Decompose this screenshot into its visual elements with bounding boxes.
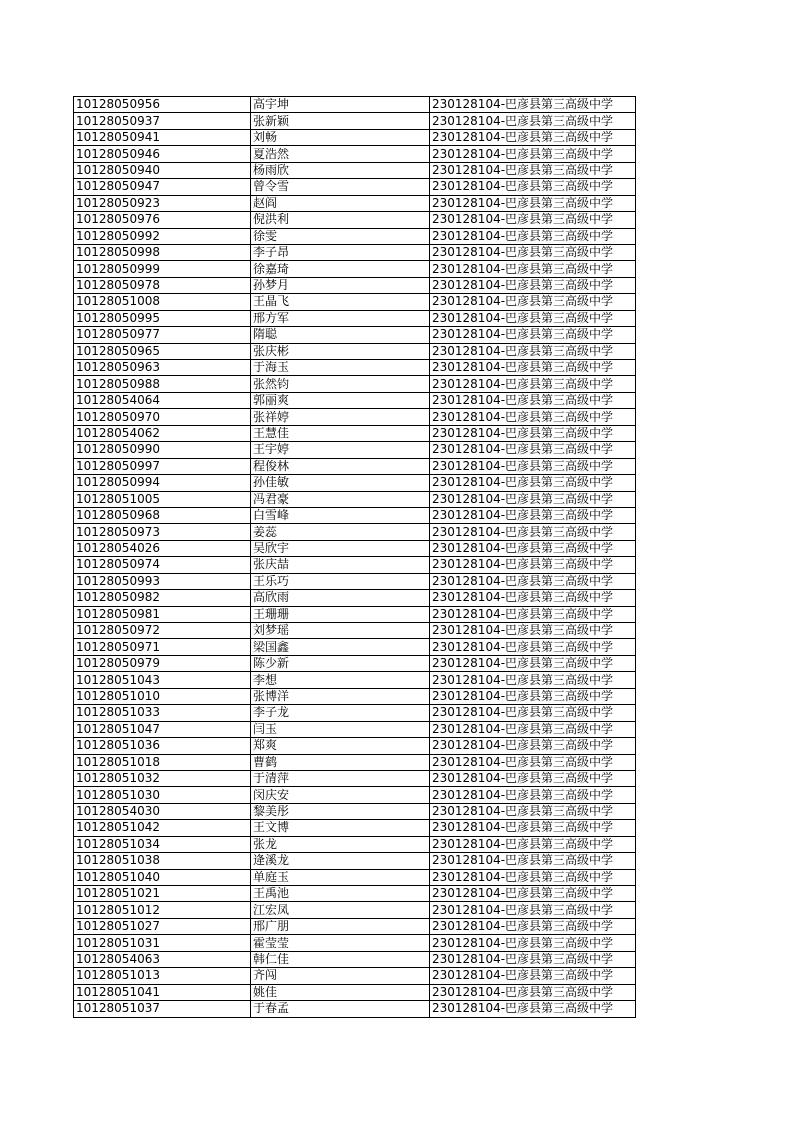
- table-row: [74, 639, 636, 655]
- table-row: [74, 787, 636, 803]
- table-row: [74, 721, 636, 737]
- student-name-cell: 徐嘉琦: [251, 261, 430, 277]
- table-row: [74, 507, 636, 523]
- school-cell: 230128104-巴彦县第三高级中学: [430, 573, 636, 589]
- student-name-cell: 白雪峰: [251, 507, 430, 523]
- table-row: [74, 409, 636, 425]
- table-row: [74, 327, 636, 343]
- table-row: [74, 392, 636, 408]
- exam-id-cell: 10128051013: [74, 968, 251, 984]
- student-name-cell: 韩仁佳: [251, 951, 430, 967]
- table-row: [74, 491, 636, 507]
- school-cell: 230128104-巴彦县第三高级中学: [430, 129, 636, 145]
- school-cell: 230128104-巴彦县第三高级中学: [430, 376, 636, 392]
- table-row: [74, 984, 636, 1000]
- school-cell: 230128104-巴彦县第三高级中学: [430, 820, 636, 836]
- exam-id-cell: 10128050993: [74, 573, 251, 589]
- student-name-cell: 李子龙: [251, 705, 430, 721]
- table-row: [74, 524, 636, 540]
- student-name-cell: 高欣雨: [251, 590, 430, 606]
- table-row: [74, 228, 636, 244]
- table-row: [74, 162, 636, 178]
- school-cell: 230128104-巴彦县第三高级中学: [430, 442, 636, 458]
- school-cell: 230128104-巴彦县第三高级中学: [430, 754, 636, 770]
- student-name-cell: 齐闯: [251, 968, 430, 984]
- table-row: [74, 803, 636, 819]
- exam-id-cell: 10128051043: [74, 672, 251, 688]
- table-row: [74, 968, 636, 984]
- student-name-cell: 江宏凤: [251, 902, 430, 918]
- exam-id-cell: 10128051027: [74, 918, 251, 934]
- exam-id-cell: 10128051012: [74, 902, 251, 918]
- table-row: [74, 623, 636, 639]
- student-name-cell: 曾令雪: [251, 179, 430, 195]
- exam-id-cell: 10128051038: [74, 853, 251, 869]
- school-cell: 230128104-巴彦县第三高级中学: [430, 409, 636, 425]
- school-cell: 230128104-巴彦县第三高级中学: [430, 853, 636, 869]
- student-name-cell: 于春孟: [251, 1001, 430, 1017]
- student-name-cell: 王珊珊: [251, 606, 430, 622]
- exam-id-cell: 10128050947: [74, 179, 251, 195]
- student-name-cell: 单庭玉: [251, 869, 430, 885]
- student-name-cell: 刘梦瑶: [251, 623, 430, 639]
- exam-id-cell: 10128050995: [74, 310, 251, 326]
- exam-id-cell: 10128050972: [74, 623, 251, 639]
- exam-id-cell: 10128050992: [74, 228, 251, 244]
- school-cell: 230128104-巴彦县第三高级中学: [430, 179, 636, 195]
- school-cell: 230128104-巴彦县第三高级中学: [430, 557, 636, 573]
- table-row: [74, 425, 636, 441]
- table-row: [74, 113, 636, 129]
- school-cell: 230128104-巴彦县第三高级中学: [430, 803, 636, 819]
- table-row: [74, 540, 636, 556]
- exam-id-cell: 10128054063: [74, 951, 251, 967]
- student-name-cell: 程俊林: [251, 458, 430, 474]
- school-cell: 230128104-巴彦县第三高级中学: [430, 327, 636, 343]
- exam-id-cell: 10128050977: [74, 327, 251, 343]
- school-cell: 230128104-巴彦县第三高级中学: [430, 524, 636, 540]
- table-row: [74, 261, 636, 277]
- school-cell: 230128104-巴彦县第三高级中学: [430, 639, 636, 655]
- exam-id-cell: 10128051031: [74, 935, 251, 951]
- exam-id-cell: 10128051032: [74, 770, 251, 786]
- exam-id-cell: 10128051033: [74, 705, 251, 721]
- student-name-cell: 闫玉: [251, 721, 430, 737]
- exam-id-cell: 10128050937: [74, 113, 251, 129]
- table-row: [74, 853, 636, 869]
- school-cell: 230128104-巴彦县第三高级中学: [430, 623, 636, 639]
- school-cell: 230128104-巴彦县第三高级中学: [430, 507, 636, 523]
- table-row: [74, 935, 636, 951]
- exam-id-cell: 10128051041: [74, 984, 251, 1000]
- student-name-cell: 孙梦月: [251, 277, 430, 293]
- exam-id-cell: 10128050981: [74, 606, 251, 622]
- table-row: [74, 918, 636, 934]
- table-row: [74, 376, 636, 392]
- student-name-cell: 张新颖: [251, 113, 430, 129]
- exam-id-cell: 10128050982: [74, 590, 251, 606]
- exam-id-cell: 10128050923: [74, 195, 251, 211]
- school-cell: 230128104-巴彦县第三高级中学: [430, 195, 636, 211]
- table-row: [74, 146, 636, 162]
- exam-id-cell: 10128051018: [74, 754, 251, 770]
- school-cell: 230128104-巴彦县第三高级中学: [430, 918, 636, 934]
- roster-table-body: [74, 97, 636, 1018]
- table-row: [74, 606, 636, 622]
- table-row: [74, 129, 636, 145]
- exam-id-cell: 10128050974: [74, 557, 251, 573]
- school-cell: 230128104-巴彦县第三高级中学: [430, 540, 636, 556]
- exam-id-cell: 10128050988: [74, 376, 251, 392]
- school-cell: 230128104-巴彦县第三高级中学: [430, 97, 636, 113]
- school-cell: 230128104-巴彦县第三高级中学: [430, 869, 636, 885]
- exam-id-cell: 10128051040: [74, 869, 251, 885]
- table-row: [74, 244, 636, 260]
- student-name-cell: 王禹池: [251, 886, 430, 902]
- student-name-cell: 王文博: [251, 820, 430, 836]
- student-name-cell: 闵庆安: [251, 787, 430, 803]
- student-name-cell: 邢方军: [251, 310, 430, 326]
- student-name-cell: 郭丽爽: [251, 392, 430, 408]
- student-name-cell: 张庆喆: [251, 557, 430, 573]
- exam-id-cell: 10128054026: [74, 540, 251, 556]
- student-name-cell: 夏浩然: [251, 146, 430, 162]
- school-cell: 230128104-巴彦县第三高级中学: [430, 491, 636, 507]
- exam-id-cell: 10128050963: [74, 360, 251, 376]
- table-row: [74, 179, 636, 195]
- student-name-cell: 张龙: [251, 836, 430, 852]
- school-cell: 230128104-巴彦县第三高级中学: [430, 458, 636, 474]
- exam-id-cell: 10128050990: [74, 442, 251, 458]
- school-cell: 230128104-巴彦县第三高级中学: [430, 146, 636, 162]
- table-row: [74, 573, 636, 589]
- school-cell: 230128104-巴彦县第三高级中学: [430, 392, 636, 408]
- table-row: [74, 705, 636, 721]
- table-row: [74, 475, 636, 491]
- student-name-cell: 徐雯: [251, 228, 430, 244]
- exam-id-cell: 10128054064: [74, 392, 251, 408]
- table-row: [74, 869, 636, 885]
- exam-id-cell: 10128051034: [74, 836, 251, 852]
- student-name-cell: 吴欣宇: [251, 540, 430, 556]
- exam-id-cell: 10128050976: [74, 212, 251, 228]
- exam-id-cell: 10128051047: [74, 721, 251, 737]
- school-cell: 230128104-巴彦县第三高级中学: [430, 277, 636, 293]
- school-cell: 230128104-巴彦县第三高级中学: [430, 655, 636, 671]
- school-cell: 230128104-巴彦县第三高级中学: [430, 475, 636, 491]
- exam-id-cell: 10128051037: [74, 1001, 251, 1017]
- table-row: [74, 590, 636, 606]
- exam-id-cell: 10128054062: [74, 425, 251, 441]
- student-name-cell: 王乐巧: [251, 573, 430, 589]
- student-name-cell: 逄溪龙: [251, 853, 430, 869]
- student-name-cell: 刘畅: [251, 129, 430, 145]
- table-row: [74, 655, 636, 671]
- student-name-cell: 李子昂: [251, 244, 430, 260]
- school-cell: 230128104-巴彦县第三高级中学: [430, 261, 636, 277]
- school-cell: 230128104-巴彦县第三高级中学: [430, 705, 636, 721]
- school-cell: 230128104-巴彦县第三高级中学: [430, 244, 636, 260]
- school-cell: 230128104-巴彦县第三高级中学: [430, 310, 636, 326]
- student-name-cell: 黎美彤: [251, 803, 430, 819]
- exam-id-cell: 10128051042: [74, 820, 251, 836]
- table-row: [74, 442, 636, 458]
- student-name-cell: 张庆彬: [251, 343, 430, 359]
- table-row: [74, 820, 636, 836]
- student-name-cell: 张然钧: [251, 376, 430, 392]
- school-cell: 230128104-巴彦县第三高级中学: [430, 343, 636, 359]
- school-cell: 230128104-巴彦县第三高级中学: [430, 672, 636, 688]
- student-name-cell: 霍莹莹: [251, 935, 430, 951]
- table-row: [74, 951, 636, 967]
- school-cell: 230128104-巴彦县第三高级中学: [430, 162, 636, 178]
- table-row: [74, 770, 636, 786]
- student-name-cell: 王慧佳: [251, 425, 430, 441]
- school-cell: 230128104-巴彦县第三高级中学: [430, 688, 636, 704]
- exam-id-cell: 10128050965: [74, 343, 251, 359]
- student-name-cell: 隋聪: [251, 327, 430, 343]
- table-row: [74, 738, 636, 754]
- exam-id-cell: 10128050998: [74, 244, 251, 260]
- exam-id-cell: 10128051005: [74, 491, 251, 507]
- exam-id-cell: 10128054030: [74, 803, 251, 819]
- school-cell: 230128104-巴彦县第三高级中学: [430, 968, 636, 984]
- student-name-cell: 冯君豪: [251, 491, 430, 507]
- exam-id-cell: 10128050956: [74, 97, 251, 113]
- student-name-cell: 姜蕊: [251, 524, 430, 540]
- exam-id-cell: 10128050970: [74, 409, 251, 425]
- school-cell: 230128104-巴彦县第三高级中学: [430, 770, 636, 786]
- school-cell: 230128104-巴彦县第三高级中学: [430, 113, 636, 129]
- school-cell: 230128104-巴彦县第三高级中学: [430, 425, 636, 441]
- student-name-cell: 张博洋: [251, 688, 430, 704]
- school-cell: 230128104-巴彦县第三高级中学: [430, 836, 636, 852]
- table-row: [74, 902, 636, 918]
- roster-table: [73, 96, 636, 1018]
- school-cell: 230128104-巴彦县第三高级中学: [430, 984, 636, 1000]
- table-row: [74, 672, 636, 688]
- student-name-cell: 张祥婷: [251, 409, 430, 425]
- student-name-cell: 杨雨欣: [251, 162, 430, 178]
- table-row: [74, 1001, 636, 1017]
- student-name-cell: 于海玉: [251, 360, 430, 376]
- exam-id-cell: 10128050946: [74, 146, 251, 162]
- school-cell: 230128104-巴彦县第三高级中学: [430, 738, 636, 754]
- school-cell: 230128104-巴彦县第三高级中学: [430, 902, 636, 918]
- student-name-cell: 王晶飞: [251, 294, 430, 310]
- exam-id-cell: 10128050973: [74, 524, 251, 540]
- student-name-cell: 王宇婷: [251, 442, 430, 458]
- exam-id-cell: 10128050941: [74, 129, 251, 145]
- student-name-cell: 高宇坤: [251, 97, 430, 113]
- exam-id-cell: 10128051008: [74, 294, 251, 310]
- roster-sheet: [73, 96, 636, 1018]
- student-name-cell: 梁国鑫: [251, 639, 430, 655]
- student-name-cell: 陈少新: [251, 655, 430, 671]
- exam-id-cell: 10128050997: [74, 458, 251, 474]
- exam-id-cell: 10128051036: [74, 738, 251, 754]
- table-row: [74, 886, 636, 902]
- student-name-cell: 邢广朋: [251, 918, 430, 934]
- exam-id-cell: 10128050940: [74, 162, 251, 178]
- school-cell: 230128104-巴彦县第三高级中学: [430, 721, 636, 737]
- table-row: [74, 212, 636, 228]
- exam-id-cell: 10128050968: [74, 507, 251, 523]
- exam-id-cell: 10128051021: [74, 886, 251, 902]
- school-cell: 230128104-巴彦县第三高级中学: [430, 787, 636, 803]
- table-row: [74, 688, 636, 704]
- table-row: [74, 195, 636, 211]
- student-name-cell: 孙佳敏: [251, 475, 430, 491]
- student-name-cell: 李想: [251, 672, 430, 688]
- table-row: [74, 310, 636, 326]
- school-cell: 230128104-巴彦县第三高级中学: [430, 886, 636, 902]
- student-name-cell: 郑爽: [251, 738, 430, 754]
- student-name-cell: 赵阎: [251, 195, 430, 211]
- table-row: [74, 97, 636, 113]
- school-cell: 230128104-巴彦县第三高级中学: [430, 935, 636, 951]
- table-row: [74, 294, 636, 310]
- exam-id-cell: 10128050979: [74, 655, 251, 671]
- exam-id-cell: 10128051010: [74, 688, 251, 704]
- exam-id-cell: 10128050978: [74, 277, 251, 293]
- table-row: [74, 458, 636, 474]
- table-row: [74, 360, 636, 376]
- exam-id-cell: 10128051030: [74, 787, 251, 803]
- student-name-cell: 于清萍: [251, 770, 430, 786]
- student-name-cell: 倪洪利: [251, 212, 430, 228]
- exam-id-cell: 10128050994: [74, 475, 251, 491]
- table-row: [74, 754, 636, 770]
- student-name-cell: 姚佳: [251, 984, 430, 1000]
- school-cell: 230128104-巴彦县第三高级中学: [430, 590, 636, 606]
- student-name-cell: 曹鹤: [251, 754, 430, 770]
- table-row: [74, 557, 636, 573]
- school-cell: 230128104-巴彦县第三高级中学: [430, 606, 636, 622]
- table-row: [74, 343, 636, 359]
- school-cell: 230128104-巴彦县第三高级中学: [430, 294, 636, 310]
- school-cell: 230128104-巴彦县第三高级中学: [430, 951, 636, 967]
- table-row: [74, 277, 636, 293]
- school-cell: 230128104-巴彦县第三高级中学: [430, 212, 636, 228]
- school-cell: 230128104-巴彦县第三高级中学: [430, 228, 636, 244]
- table-row: [74, 836, 636, 852]
- exam-id-cell: 10128050971: [74, 639, 251, 655]
- school-cell: 230128104-巴彦县第三高级中学: [430, 1001, 636, 1017]
- school-cell: 230128104-巴彦县第三高级中学: [430, 360, 636, 376]
- exam-id-cell: 10128050999: [74, 261, 251, 277]
